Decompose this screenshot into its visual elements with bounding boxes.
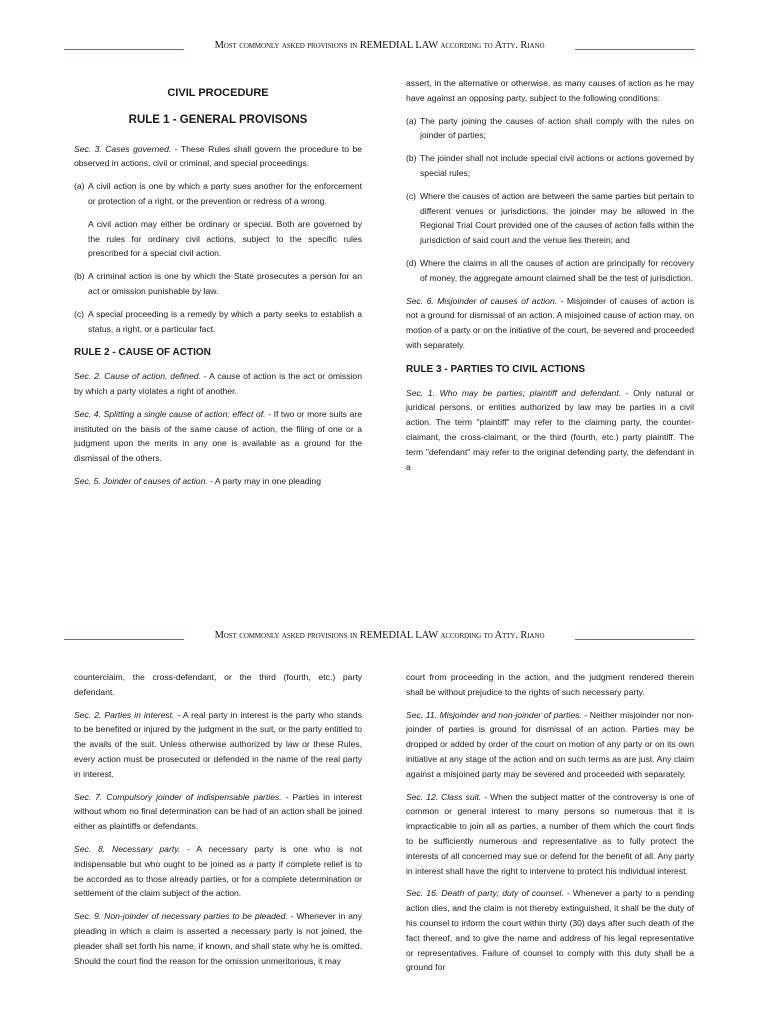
rule-heading: RULE 3 - PARTIES TO CIVIL ACTIONS (406, 363, 586, 375)
section-paragraph (74, 842, 362, 901)
page-2 (0, 600, 768, 1024)
header-rule-right (575, 639, 695, 640)
item-label: (b) (74, 271, 85, 282)
right-column (406, 76, 694, 482)
section-paragraph (74, 407, 362, 466)
section-title: Sec. 2. Parties in interest. (74, 709, 175, 720)
list-item (74, 179, 362, 209)
header-rule-left (64, 49, 184, 50)
section-text: - Whenever a party to a pending action dies, and the claim is not thereby extinguished, it shall be the duty of his counsel to inform the court within thirty (30) days after such death of the fact thereof, and to give the name and address of his legal representative or representatives. Failure of counsel to comply with this duty shall be a ground for (406, 888, 694, 973)
item-text: The party joining the causes of action shall comply with the rules on joinder of parties; (420, 115, 694, 141)
section-paragraph (406, 294, 694, 353)
list-item (74, 269, 362, 299)
item-text: Where the causes of action are between the same parties but pertain to different venues or jurisdictions, the joinder may be allowed in the Regional Trial Court provided one of the causes of action falls within the jurisdiction of said court and the venue lies therein; and (420, 190, 694, 246)
section-title: Sec. 1. Who may be parties; plaintiff and defendant. (406, 387, 622, 398)
continued-paragraph: assert, in the alternative or otherwise, as many causes of action as he may have against an opposing party, subject to the following conditions: (406, 78, 694, 103)
section-paragraph (406, 790, 694, 879)
section-title: Sec. 9. Non-joinder of necessary parties to be pleaded. (74, 911, 288, 922)
section-text: - Whenever in any pleading in which a claim is asserted a necessary party is not joined, the pleader shall set forth his name, if known, and shall state why he is omitted. Should the court find the reason for the omission unmeritorious, it may (74, 911, 363, 966)
rule-heading: RULE 1 - GENERAL PROVISONS (128, 113, 308, 126)
item-text: A criminal action is one by which the State prosecutes a person for an act or omission punishable by law. (88, 271, 362, 296)
section-paragraph (74, 708, 362, 782)
item-label: (a) (406, 115, 417, 126)
section-title: Sec. 5. Joinder of causes of action. (74, 475, 208, 486)
right-column (406, 670, 694, 983)
item-label: (c) (406, 190, 417, 201)
section-title: Sec. 7. Compulsory joinder of indispensable parties. (74, 791, 282, 802)
left-column (74, 670, 362, 976)
rule-heading: RULE 2 - CAUSE OF ACTION (74, 347, 211, 359)
section-text: - Only natural or juridical persons, or entities authorized by law may be parties in a civil action. The term "plaintiff" may refer to the claiming party, the counter-claimant, the cross-claimant, or the third (fourth, etc.) party plaintiff. The term "defendant" may refer to the original defending party, the defendant in a (406, 387, 695, 472)
section-paragraph (74, 474, 362, 489)
section-heading: CIVIL PROCEDURE (167, 87, 269, 99)
section-paragraph (74, 909, 362, 968)
section-text: - When the subject matter of the controversy is one of common or general interest to many persons so numerous that it is impracticable to join all as parties, a number of them which the court finds to be sufficiently numerous and representative as to fully protect the interests of all concerned may sue or defend for the benefit of all. Any party in interest shall have the right to intervene to protect his individual interest. (406, 791, 694, 876)
section-title: Sec. 4. Splitting a single cause of action; effect of. (74, 408, 266, 419)
section-text: - Neither misjoinder nor non-joinder of parties is ground for dismissal of an action. Parties may be dropped or added by order of the court on motion of any party or on its own initiative at any stage of the action and on such terms as are just. Any claim against a misjoined party may be severed and proceeded with separately. (406, 709, 694, 779)
section-title: Sec. 12. Class suit. (406, 791, 482, 802)
section-paragraph (406, 708, 694, 782)
section-text: - These Rules shall govern the procedure to be observed in actions, civil or criminal, and special proceedings. (74, 143, 363, 169)
header-rule-left (64, 639, 184, 640)
section-paragraph (406, 886, 694, 975)
section-text: - A real party in interest is the party who stands to be benefited or injured by the judgment in the suit, or the party entitled to the avails of the suit. Unless otherwise authorized by law or these Rules, every action must be prosecuted or defended in the name of the real party in interest. (74, 709, 363, 779)
section-title: Sec. 3. Cases governed. (74, 143, 172, 154)
list-item (406, 151, 694, 181)
list-item (406, 114, 694, 144)
item-label: (b) (406, 153, 417, 164)
section-text: - A necessary party is one who is not indispensable but who ought to be joined as a party if complete relief is to be accorded as to those already parties, or for a complete determination or settlement of the claim subject of the action. (74, 843, 362, 899)
list-item (406, 256, 694, 286)
header-rule-right (575, 49, 695, 50)
section-title: Sec. 6. Misjoinder of causes of action. (406, 295, 558, 306)
item-text: The joinder shall not include special civil actions or actions governed by special rules; (420, 153, 694, 178)
section-title: Sec. 2. Cause of action, defined. (74, 371, 201, 382)
section-paragraph (74, 790, 362, 834)
list-item (406, 189, 694, 248)
item-label: (c) (74, 308, 85, 319)
section-paragraph (74, 142, 362, 172)
section-text: - Misjoinder of causes of action is not a ground for dismissal of an action. A misjoined cause of action may, on motion of a party or on the initiative of the court, be severed and proceeded with separately. (406, 295, 694, 350)
page-header (64, 40, 695, 56)
section-text: - A cause of action is the act or omission by which a party violates a right of another. (74, 371, 362, 396)
page-header (64, 630, 695, 646)
section-paragraph (74, 369, 362, 399)
continued-paragraph: court from proceeding in the action, and the judgment rendered therein shall be without prejudice to the rights of such necessary party. (406, 672, 694, 697)
item-label: (d) (406, 257, 417, 268)
item-text: A civil action is one by which a party sues another for the enforcement or protection of a right, or the prevention or redress of a wrong. (88, 181, 362, 206)
section-text: - Parties in interest without whom no final determination can be had of an action shall be joined either as plaintiffs or defendants. (74, 791, 362, 832)
left-column (74, 86, 362, 497)
list-item (74, 307, 362, 337)
header-title: Most commonly asked provisions in REMEDIAL LAW according to Atty. Riano (214, 40, 545, 51)
section-text: - A party may in one pleading (207, 475, 321, 486)
continued-paragraph: counterclaim, the cross-defendant, or the third (fourth, etc.) party defendant. (74, 672, 362, 697)
section-text: - If two or more suits are instituted on the basis of the same cause of action, the filing of one or a judgment upon the merits in any one is available as a ground for the dismissal of the others. (74, 408, 362, 464)
item-label: (a) (74, 181, 85, 192)
header-title: Most commonly asked provisions in REMEDIAL LAW according to Atty. Riano (214, 630, 545, 641)
section-title: Sec. 8. Necessary party. (74, 843, 181, 854)
section-title: Sec. 11. Misjoinder and non-joinder of parties. (406, 709, 582, 720)
item-text: A special proceeding is a remedy by which a party seeks to establish a status, a right, or a particular fact. (88, 308, 362, 334)
item-text: Where the claims in all the causes of action are principally for recovery of money, the aggregate amount claimed shall be the test of jurisdiction. (420, 257, 694, 283)
section-title: Sec. 16. Death of party; duty of counsel. (406, 888, 564, 899)
item-paragraph: A civil action may either be ordinary or special. Both are governed by the rules for ordinary civil actions, subject to the specific rules prescribed for a special civil action. (88, 218, 362, 259)
section-paragraph (406, 386, 694, 475)
